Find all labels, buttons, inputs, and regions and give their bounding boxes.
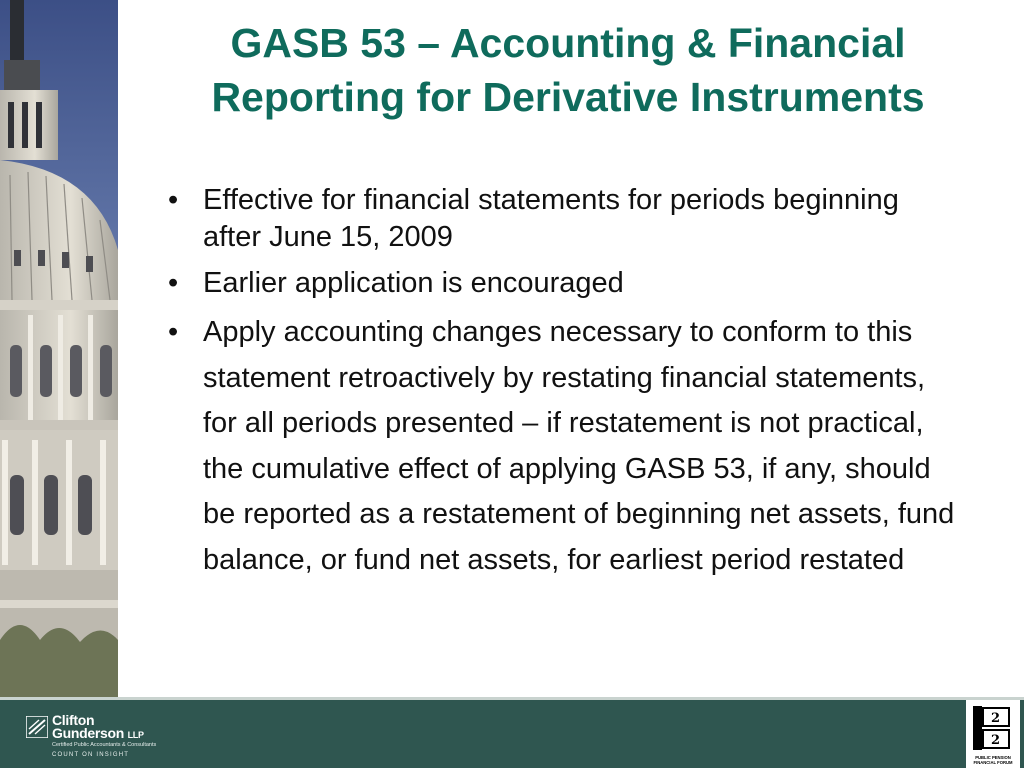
ppff-line2: FINANCIAL FORUM [973,760,1013,765]
bullet-item [163,182,963,256]
svg-text:2: 2 [991,711,1001,726]
public-pension-financial-forum-logo [966,700,1020,768]
capitol-dome-image [0,0,118,700]
company-tagline: COUNT ON INSIGHT [52,752,130,758]
company-name-line2-text: Gunderson [52,725,124,741]
bullet-item [163,265,963,302]
footer-bar [0,700,1024,768]
slide-title: GASB 53 – Accounting & Financial Reporting for Derivative Instruments [211,20,925,120]
company-name [52,714,144,742]
company-subtitle: Certified Public Accountants & Consultants [52,742,157,748]
ppff-line1: PUBLIC PENSION [975,755,1011,760]
company-suffix: LLP [127,730,144,740]
bullet-text: Earlier application is encouraged [203,267,624,299]
bullet-text: Apply accounting changes necessary to conform to this statement retroactively by restating financial statements, for all periods presented – if restatement is not practical, the cumulative effect of applying GASB 53, if any, should be reported as a restatement of beginning net assets, fund balance, or fund net assets, for earliest period restated [203,316,955,576]
ppff-mark-icon [969,702,1017,754]
clifton-gunderson-logo [26,714,161,762]
company-name-line2 [52,727,144,742]
ppff-caption [966,755,1020,765]
bullet-marker: • [168,267,179,299]
bullet-list [163,182,963,583]
bullet-item [163,310,963,583]
company-name-line1: Clifton [52,712,95,728]
bullet-marker: • [168,184,179,216]
bullet-text: Effective for financial statements for periods beginning after June 15, 2009 [203,184,899,253]
svg-text:2: 2 [991,733,1001,748]
bullet-marker: • [168,316,179,348]
logo-mark-icon [26,716,48,738]
